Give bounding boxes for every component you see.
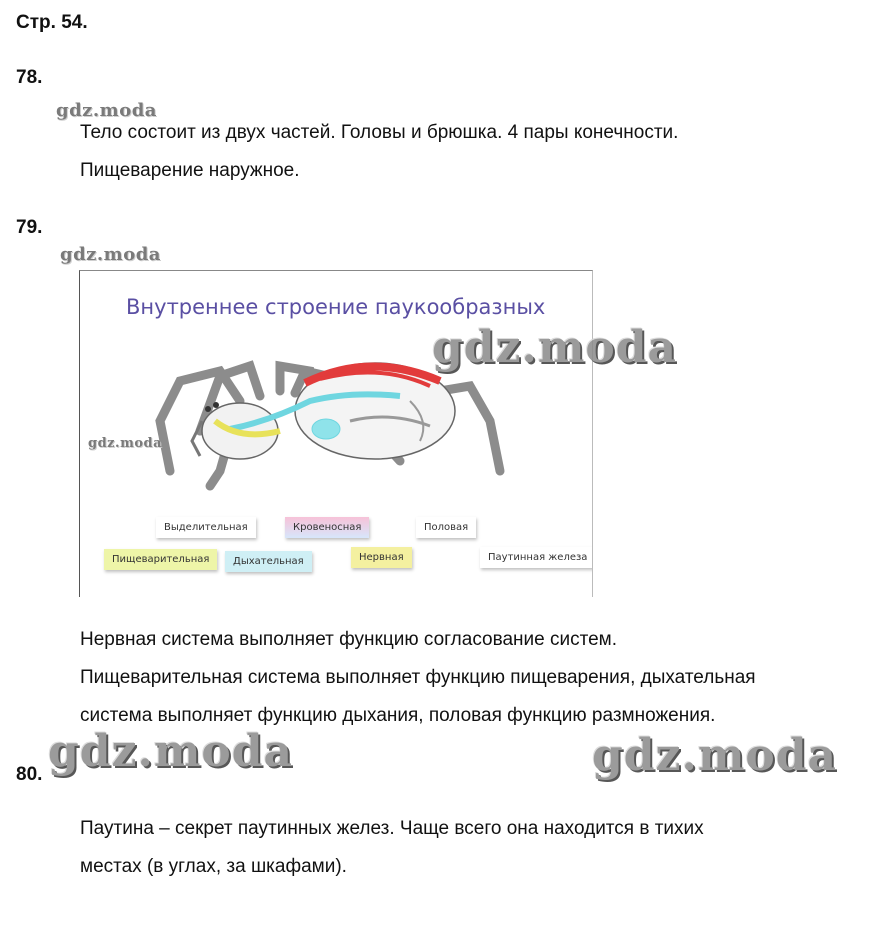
watermark-small-2: gdz.moda: [60, 244, 161, 265]
watermark-big-2: gdz.moda: [48, 726, 294, 777]
watermark-big-1: gdz.moda: [432, 322, 678, 373]
watermark-big-3: gdz.moda: [592, 730, 838, 781]
task-80-line-2: местах (в углах, за шкафами).: [80, 856, 347, 877]
label-respiratory: Дыхательная: [225, 551, 312, 572]
task-78-line-2: Пищеварение наружное.: [80, 160, 300, 181]
task-78-number: 78.: [16, 67, 43, 88]
watermark-small-3: gdz.moda: [88, 436, 163, 451]
task-80-line-1: Паутина – секрет паутинных желез. Чаще всего она находится в тихих: [80, 818, 704, 839]
label-reproductive: Половая: [416, 517, 476, 538]
label-nervous: Нервная: [351, 547, 412, 568]
watermark-small-1: gdz.moda: [56, 100, 157, 121]
task-79-line-2: Пищеварительная система выполняет функцию пищеварения, дыхательная: [80, 667, 756, 688]
task-79-number: 79.: [16, 217, 43, 238]
spider-anatomy-figure: [79, 270, 593, 597]
task-78-line-1: Тело состоит из двух частей. Головы и брюшка. 4 пары конечности.: [80, 122, 679, 143]
figure-title: Внутреннее строение паукообразных: [126, 295, 546, 319]
label-excretory: Выделительная: [156, 517, 256, 538]
task-79-line-1: Нервная система выполняет функцию согласование систем.: [80, 629, 618, 650]
page-header: Стр. 54.: [16, 12, 88, 33]
label-digestive: Пищеварительная: [104, 549, 217, 570]
label-circulatory: Кровеносная: [285, 517, 369, 538]
task-79-line-3: система выполняет функцию дыхания, половая функцию размножения.: [80, 705, 716, 726]
label-web-gland: Паутинная железа: [480, 547, 593, 568]
task-80-number: 80.: [16, 764, 43, 785]
